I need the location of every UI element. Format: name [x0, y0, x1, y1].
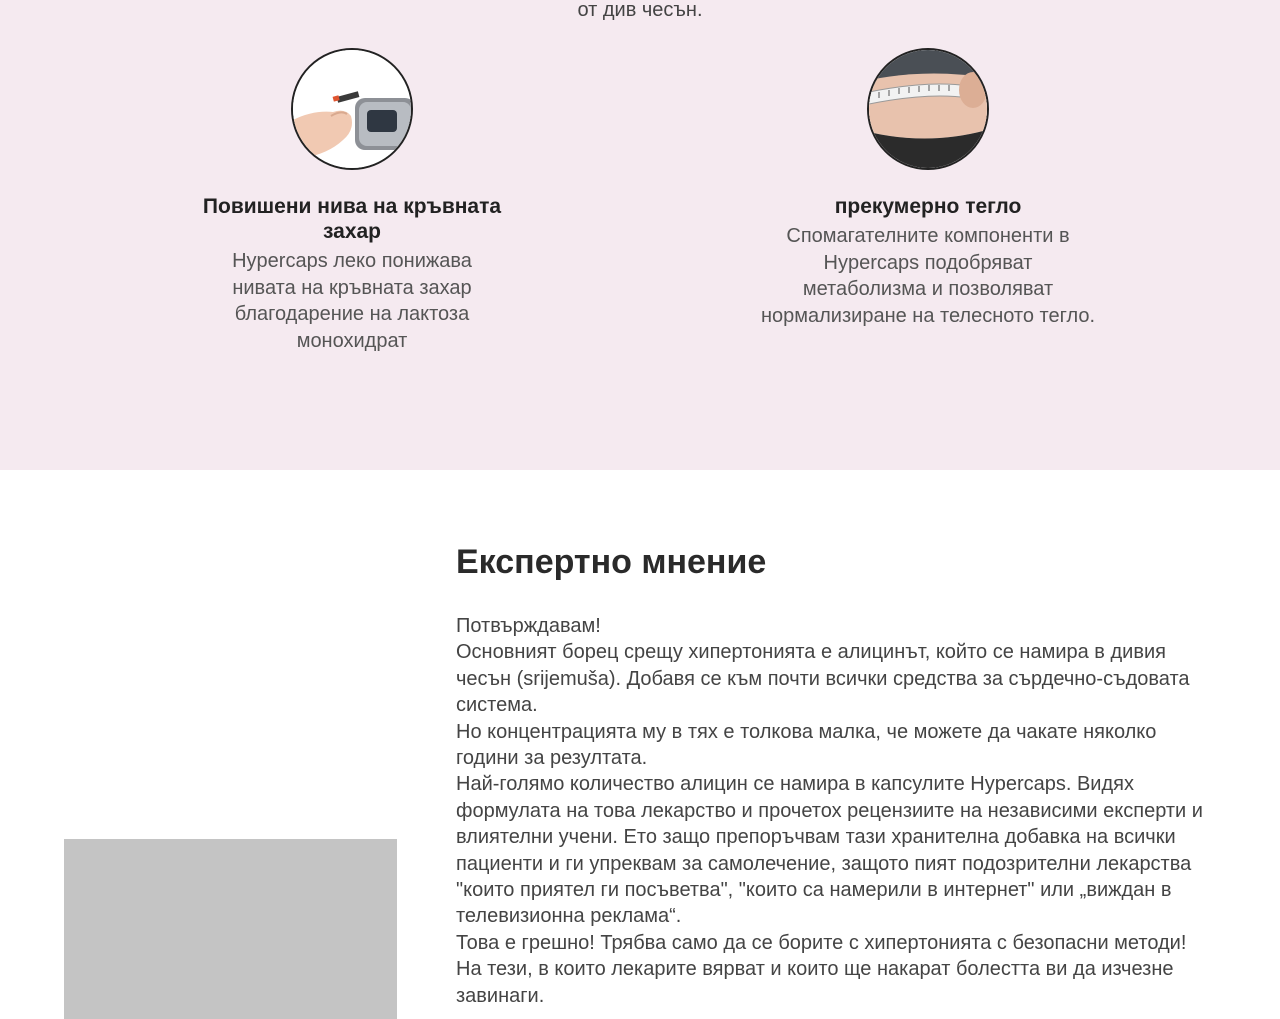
paragraph: Потвърждавам! [456, 615, 601, 637]
glucose-meter-icon [291, 48, 413, 170]
feature-excess-weight [760, 48, 1096, 329]
feature-title: прекумерно тегло [834, 195, 1022, 218]
benefits-section [0, 0, 1280, 470]
feature-description: Спомагателните компоненти в Hypercaps подобряват метаболизма и позволяват нормализиране на телесното тегло. [760, 225, 1096, 327]
feature-blood-sugar [202, 48, 502, 354]
intro-text-tail: от див чесън. [577, 0, 703, 21]
paragraph: Но концентрацията му в тях е толкова малка, че можете да чакате няколко години за резултата. [456, 720, 1157, 770]
paragraph: Това е грешно! Трябва само да се борите с хипертонията с безопасни методи! На тези, в които лекарите вярват и които ще накарат болестта ви да изчезне завинаги. [456, 931, 1187, 1007]
section-title: Експертно мнение [456, 543, 767, 581]
measuring-tape-icon [867, 48, 989, 170]
expert-photo-placeholder [64, 839, 397, 1019]
expert-opinion-text [456, 613, 1216, 1009]
feature-title: Повишени нива на кръвната захар [202, 195, 502, 243]
paragraph: Основният борец срещу хипертонията е алицинът, който се намира в дивия чесън (srijemuša). Добавя се към почти всички средства за сърдечно-съдовата система. [456, 641, 1190, 717]
expert-opinion-section [0, 470, 1280, 1007]
paragraph: Най-голямо количество алицин се намира в капсулите Hypercaps. Видях формулата на това лекарство и прочетох рецензиите на независими експерти и влиятелни учени. Ето защо препоръчвам тази хранителна добавка на всички пациенти и ги упреквам за самолечение, защото пият подозрителни лекарства "които приятел ги посъветва", "които са намерили в интернет" или „виждан в телевизионна реклама“. [456, 773, 1203, 928]
feature-description: Hypercaps леко понижава нивата на кръвната захар благодарение на лактоза монохидрат [232, 250, 472, 352]
